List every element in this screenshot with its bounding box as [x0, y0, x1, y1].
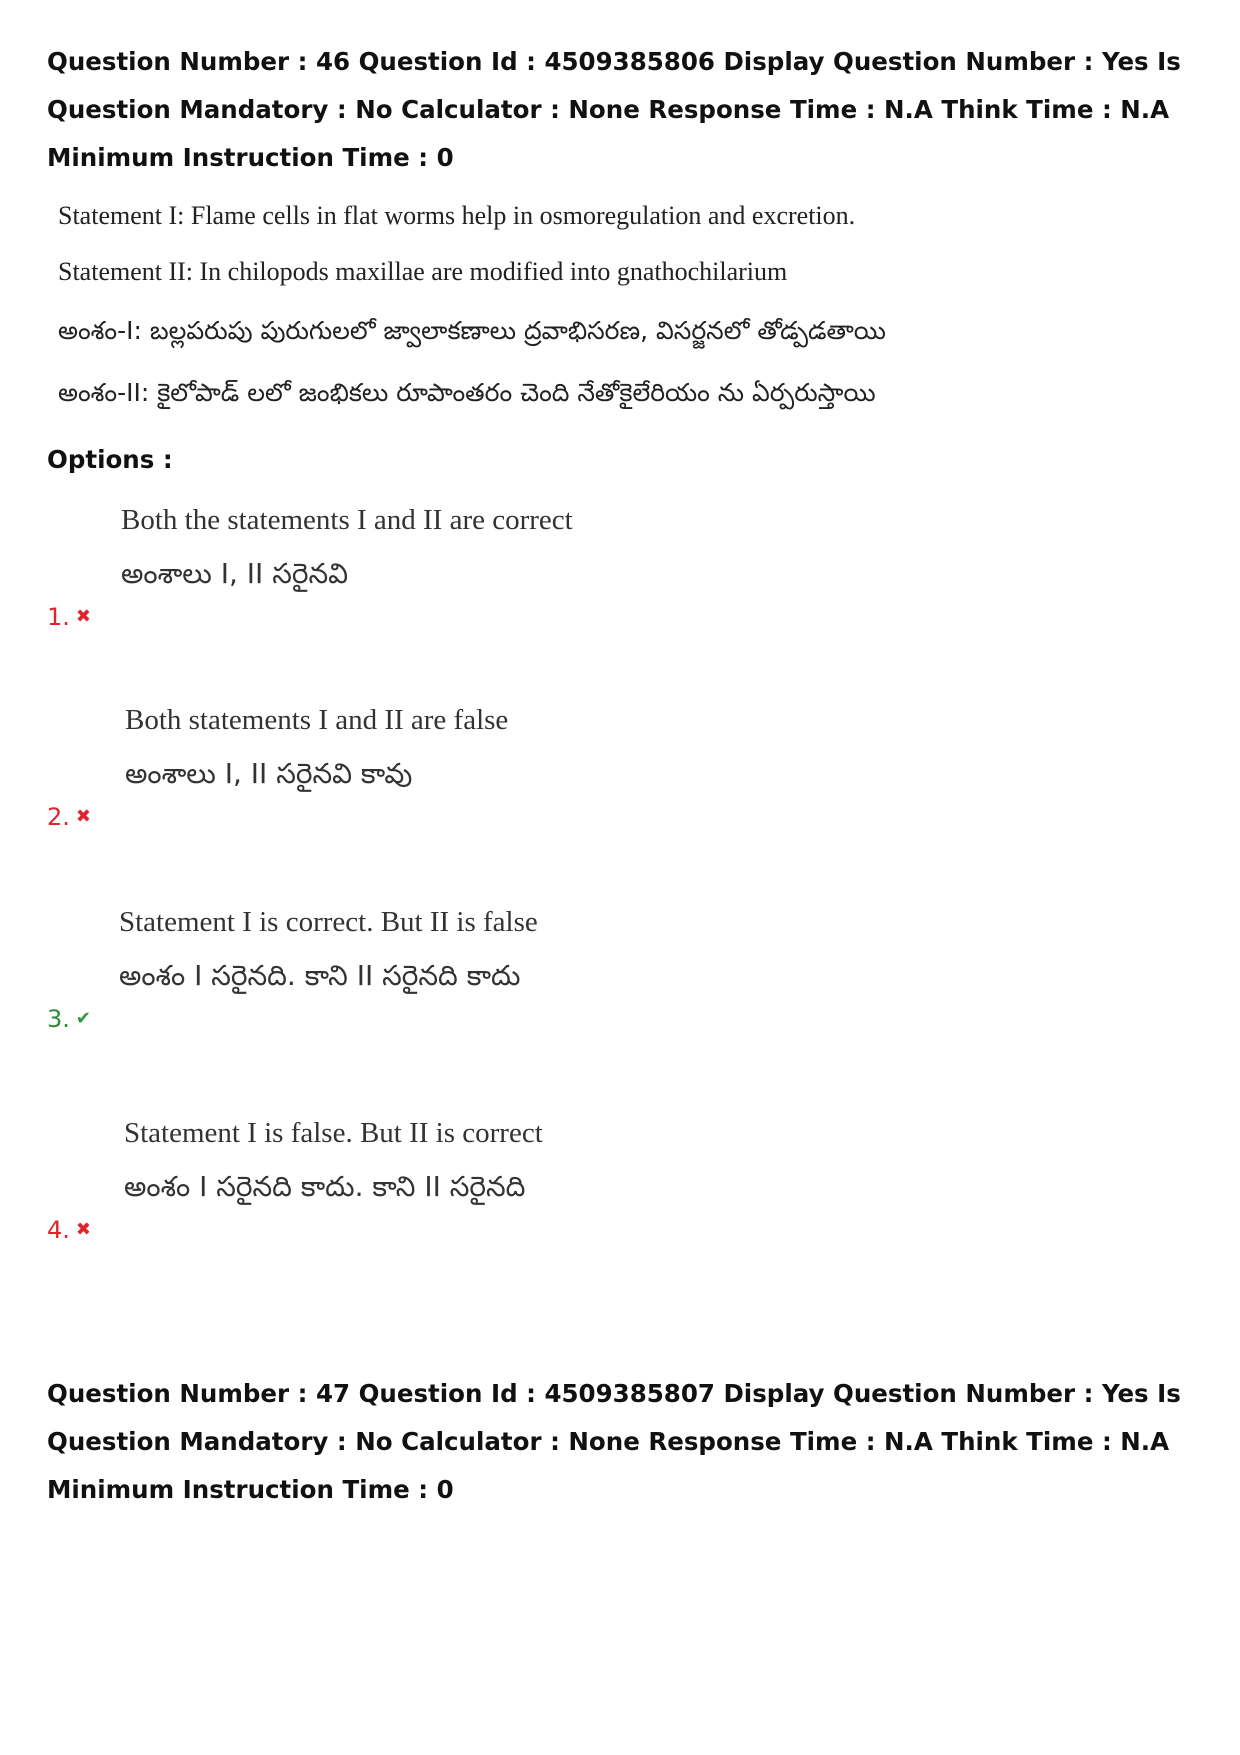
cross-icon: ✖ [75, 606, 91, 627]
option-1-english: Both the statements I and II are correct [121, 504, 573, 536]
option-2[interactable] [47, 695, 1147, 835]
statement-2-english: Statement II: In chilopods maxillae are modified into gnathochilarium [58, 257, 788, 286]
option-3[interactable] [47, 897, 1147, 1037]
option-2-number: 2. ✖ [47, 803, 91, 831]
cross-icon: ✖ [75, 806, 91, 827]
option-4-english: Statement I is false. But II is correct [124, 1117, 543, 1149]
statement-2-telugu: అంశం-II: కైలోపాడ్ లలో జంభికలు రూపాంతరం చెంది నేతోకైలేరియం ను ఏర్పరుస్తాయి [58, 378, 876, 407]
option-1-number: 1. ✖ [47, 603, 91, 631]
question-46-statements [58, 188, 1158, 424]
option-4[interactable] [47, 1108, 1147, 1248]
option-1[interactable] [47, 495, 1147, 635]
option-3-telugu: అంశం I సరైనది. కాని II సరైనది కాదు [119, 959, 521, 992]
statement-1-english: Statement I: Flame cells in flat worms help in osmoregulation and excretion. [58, 201, 856, 230]
option-4-number: 4. ✖ [47, 1216, 91, 1244]
cross-icon: ✖ [75, 1219, 91, 1240]
question-47-header: Question Number : 47 Question Id : 4509385807 Display Question Number : Yes Is Question Mandatory : No Calculator : None Response Time : N.A Think Time : N.A Minimum Instruction Time : 0 [47, 1379, 1181, 1504]
option-3-number: 3. ✔ [47, 1005, 91, 1033]
option-1-telugu: అంశాలు I, II సరైనవి [121, 557, 349, 590]
option-4-telugu: అంశం I సరైనది కాదు. కాని II సరైనది [124, 1170, 526, 1203]
option-2-telugu: అంశాలు I, II సరైనవి కావు [125, 757, 413, 790]
statement-1-telugu: అంశం-I: బల్లపరుపు పురుగులలో జ్వాలాకణాలు ద్రవాభిసరణ, విసర్జనలో తోడ్పడతాయి [58, 316, 886, 345]
option-2-english: Both statements I and II are false [125, 704, 509, 736]
options-label: Options : [47, 445, 173, 474]
check-icon: ✔ [75, 1008, 91, 1029]
question-46-header: Question Number : 46 Question Id : 4509385806 Display Question Number : Yes Is Question Mandatory : No Calculator : None Response Time : N.A Think Time : N.A Minimum Instruction Time : 0 [47, 47, 1181, 172]
option-3-english: Statement I is correct. But II is false [119, 906, 538, 938]
